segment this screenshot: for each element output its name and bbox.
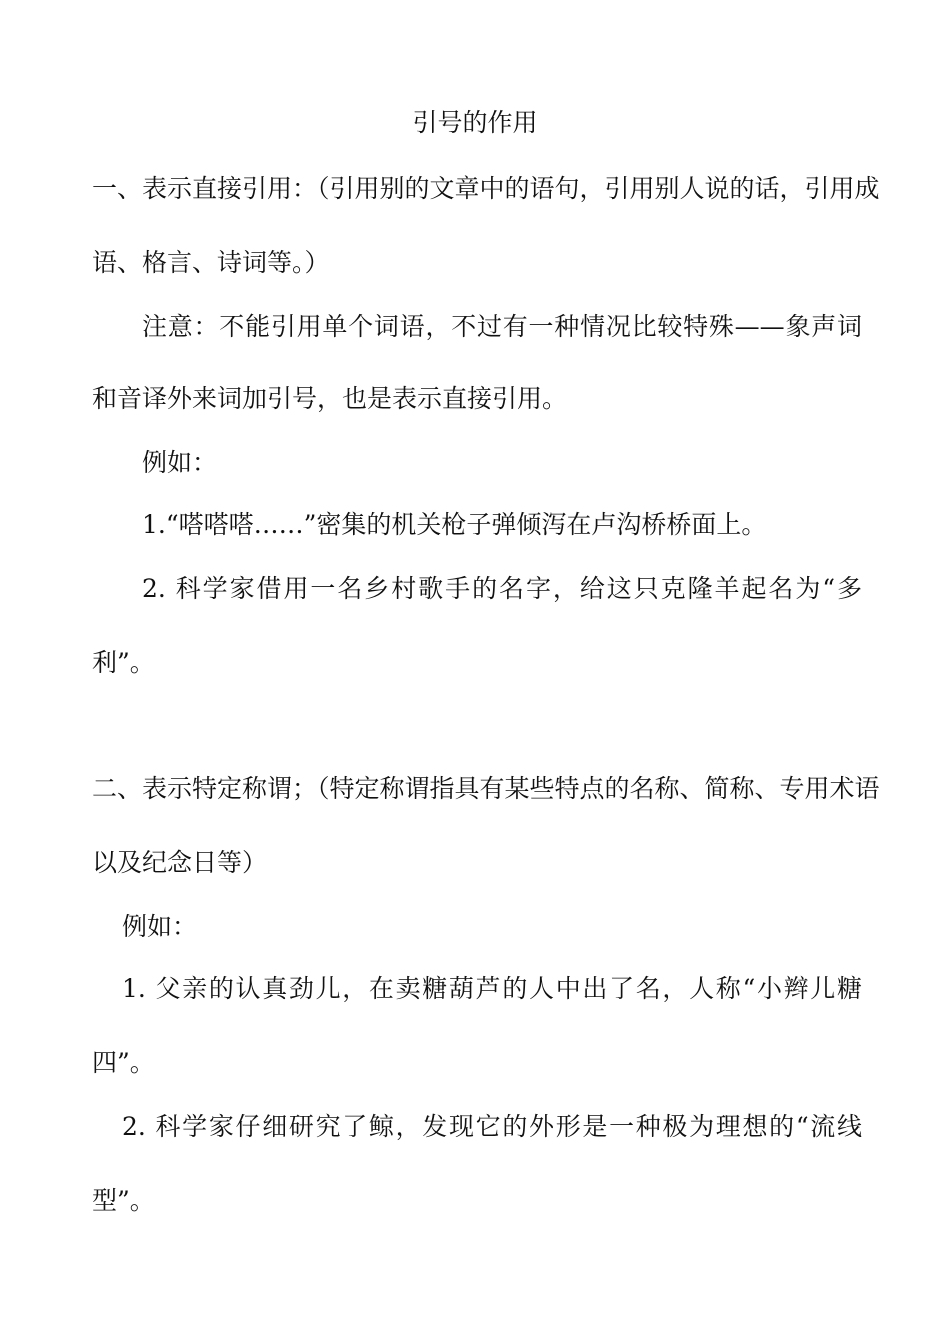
section1-note-line2: 和音译外来词加引号，也是表示直接引用。 [92,384,568,413]
section1-note-line1: 注意：不能引用单个词语，不过有一种情况比较特殊——象声词 [142,312,862,341]
section2-heading-line2: 以及纪念日等） [92,848,268,877]
section2-example-label: 例如： [122,912,198,941]
section1-example2-line2: 利”。 [92,648,155,677]
section1-example2-line1: 2. 科学家借用一名乡村歌手的名字，给这只克隆羊起名为“多 [142,574,862,603]
section2-example1-line1: 1. 父亲的认真劲儿，在卖糖葫芦的人中出了名，人称“小辫儿糖 [122,974,862,1003]
document-title: 引号的作用 [412,108,538,137]
section2-example1-line2: 四”。 [92,1048,155,1077]
section1-heading-line2: 语、格言、诗词等。） [92,248,330,277]
section1-example-label: 例如： [142,448,218,477]
section2-example2-line2: 型”。 [92,1186,155,1215]
section2-example2-line1: 2. 科学家仔细研究了鲸，发现它的外形是一种极为理想的“流线 [122,1112,862,1141]
section1-example1: 1.“嗒嗒嗒……”密集的机关枪子弹倾泻在卢沟桥桥面上。 [142,510,767,539]
section2-heading-line1: 二、表示特定称谓；（特定称谓指具有某些特点的名称、简称、专用术语 [92,774,880,803]
section1-heading-line1: 一、表示直接引用：（引用别的文章中的语句，引用别人说的话，引用成 [92,174,880,203]
